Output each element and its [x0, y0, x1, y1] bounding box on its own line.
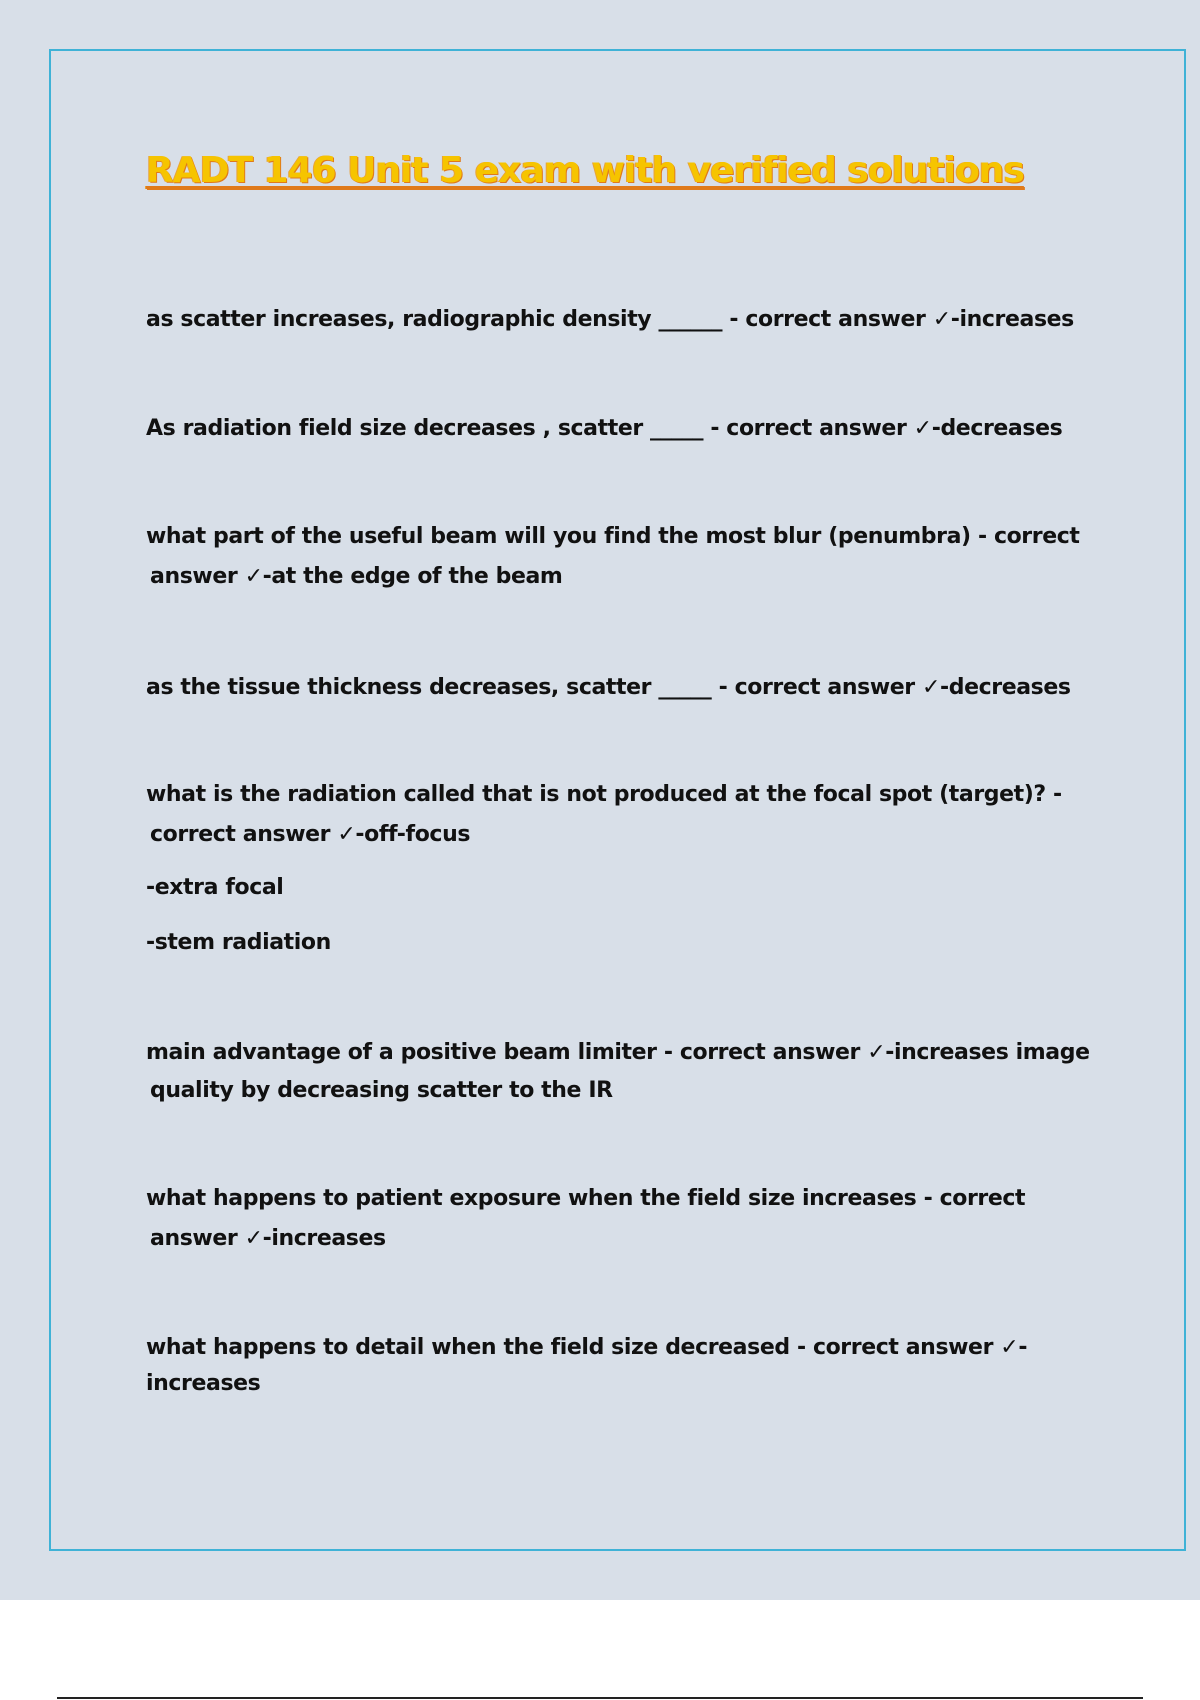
- check-mark-icon: ✓: [867, 1040, 886, 1065]
- question-text: what is the radiation called that is not produced at the focal spot (target)? -: [146, 782, 1062, 807]
- answer-text: -decreases: [931, 416, 1063, 441]
- question-text: As radiation field size decreases , scatter _____ - correct answer: [146, 416, 914, 441]
- question-text-continued: answer: [150, 564, 245, 589]
- answer-extra-line-1: -extra focal: [146, 875, 284, 900]
- answer-text: -off-focus: [355, 822, 471, 847]
- check-mark-icon: ✓: [337, 822, 356, 847]
- question-text: as the tissue thickness decreases, scatter _____ - correct answer: [146, 675, 922, 700]
- footer-divider: [57, 1697, 1143, 1699]
- answer-text-continued: quality by decreasing scatter to the IR: [150, 1078, 613, 1103]
- check-mark-icon: ✓: [244, 1226, 263, 1251]
- answer-text: -increases image: [885, 1040, 1090, 1065]
- answer-extra-line-2: -stem radiation: [146, 930, 331, 955]
- answer-text-continued: increases: [146, 1371, 261, 1396]
- question-text: as scatter increases, radiographic density ______ - correct answer: [146, 307, 933, 332]
- question-text: what part of the useful beam will you find the most blur (penumbra) - correct: [146, 524, 1080, 549]
- question-text: main advantage of a positive beam limiter - correct answer: [146, 1040, 868, 1065]
- question-text: what happens to patient exposure when the field size increases - correct: [146, 1186, 1026, 1211]
- check-mark-icon: ✓: [932, 307, 951, 332]
- qa-item-8: [146, 1330, 1096, 1402]
- check-mark-icon: ✓: [913, 416, 932, 441]
- question-answer-line: [146, 557, 1096, 597]
- answer-text: -at the edge of the beam: [262, 564, 563, 589]
- qa-item-5: [146, 775, 1096, 855]
- qa-item-6: [146, 1034, 1096, 1110]
- qa-item-2: [146, 409, 1096, 449]
- question-answer-line: [146, 815, 1096, 855]
- check-mark-icon: ✓: [921, 675, 941, 700]
- qa-item-4: [146, 668, 1096, 708]
- answer-text: -increases: [950, 307, 1074, 332]
- question-text-continued: correct answer: [150, 822, 338, 847]
- document-title: RADT 146 Unit 5 exam with verified solutions: [146, 150, 1024, 191]
- question-answer-line: [146, 1219, 1096, 1259]
- question-text: what happens to detail when the field size decreased - correct answer: [146, 1335, 1001, 1360]
- answer-text: -: [1018, 1335, 1028, 1360]
- qa-item-3: [146, 517, 1096, 597]
- check-mark-icon: ✓: [1000, 1335, 1019, 1360]
- answer-text: -decreases: [940, 675, 1071, 700]
- check-mark-icon: ✓: [244, 564, 263, 589]
- answer-text: -increases: [262, 1226, 386, 1251]
- qa-item-7: [146, 1179, 1096, 1259]
- qa-item-1: [146, 300, 1096, 340]
- question-text-continued: answer: [150, 1226, 245, 1251]
